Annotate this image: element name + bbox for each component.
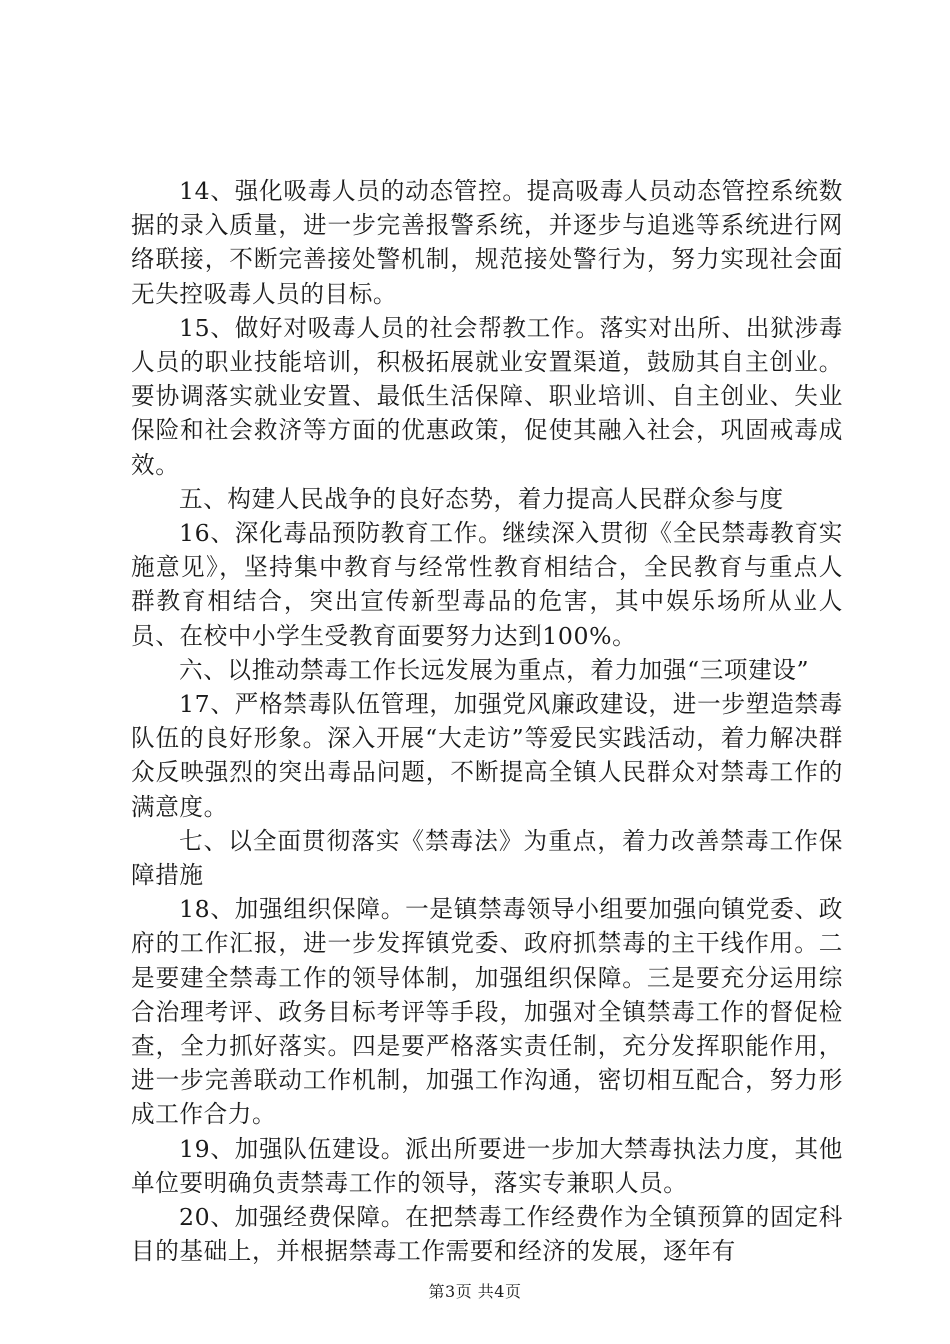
section-heading-6: 六、以推动禁毒工作长远发展为重点，着力加强“三项建设” — [179, 655, 810, 684]
page-footer — [0, 1279, 950, 1302]
section-heading-7: 七、以全面贯彻落实《禁毒法》为重点，着力改善禁毒工作保障措施 — [131, 826, 843, 890]
section-heading-5: 五、构建人民战争的良好态势，着力提高人民群众参与度 — [179, 484, 784, 513]
page-number: 第3页 共4页 — [428, 1282, 522, 1301]
paragraph-item-19: 19、加强队伍建设。派出所要进一步加大禁毒执法力度，其他单位要明确负责禁毒工作的领导，落实专兼职人员。 — [131, 1134, 843, 1197]
paragraph-item-16: 16、深化毒品预防教育工作。继续深入贯彻《全民禁毒教育实施意见》，坚持集中教育与经常性教育相结合，全民教育与重点人群教育相结合，突出宣传新型毒品的危害，其中娱乐场所从业人员、在校中小学生受教育面要努力达到100%。 — [131, 519, 843, 650]
paragraph-item-14: 14、强化吸毒人员的动态管控。提高吸毒人员动态管控系统数据的录入质量，进一步完善报警系统，并逐步与追逃等系统进行网络联接，不断完善接处警机制，规范接处警行为，努力实现社会面无失控吸毒人员的目标。 — [131, 177, 843, 308]
document-body — [131, 174, 843, 1269]
paragraph-item-18: 18、加强组织保障。一是镇禁毒领导小组要加强向镇党委、政府的工作汇报，进一步发挥镇党委、政府抓禁毒的主干线作用。二是要建全禁毒工作的领导体制，加强组织保障。三是要充分运用综合治理考评、政务目标考评等手段，加强对全镇禁毒工作的督促检查，全力抓好落实。四是要严格落实责任制，充分发挥职能作用，进一步完善联动工作机制，加强工作沟通，密切相互配合，努力形成工作合力。 — [131, 895, 843, 1129]
paragraph-item-17: 17、严格禁毒队伍管理，加强党风廉政建设，进一步塑造禁毒队伍的良好形象。深入开展“大走访”等爱民实践活动，着力解决群众反映强烈的突出毒品问题，不断提高全镇人民群众对禁毒工作的满意度。 — [131, 690, 843, 821]
paragraph-item-15: 15、做好对吸毒人员的社会帮教工作。落实对出所、出狱涉毒人员的职业技能培训，积极拓展就业安置渠道，鼓励其自主创业。要协调落实就业安置、最低生活保障、职业培训、自主创业、失业保险和社会救济等方面的优惠政策，促使其融入社会，巩固戒毒成效。 — [131, 313, 843, 479]
paragraph-item-20: 20、加强经费保障。在把禁毒工作经费作为全镇预算的固定科目的基础上，并根据禁毒工作需要和经济的发展，逐年有 — [131, 1203, 843, 1266]
